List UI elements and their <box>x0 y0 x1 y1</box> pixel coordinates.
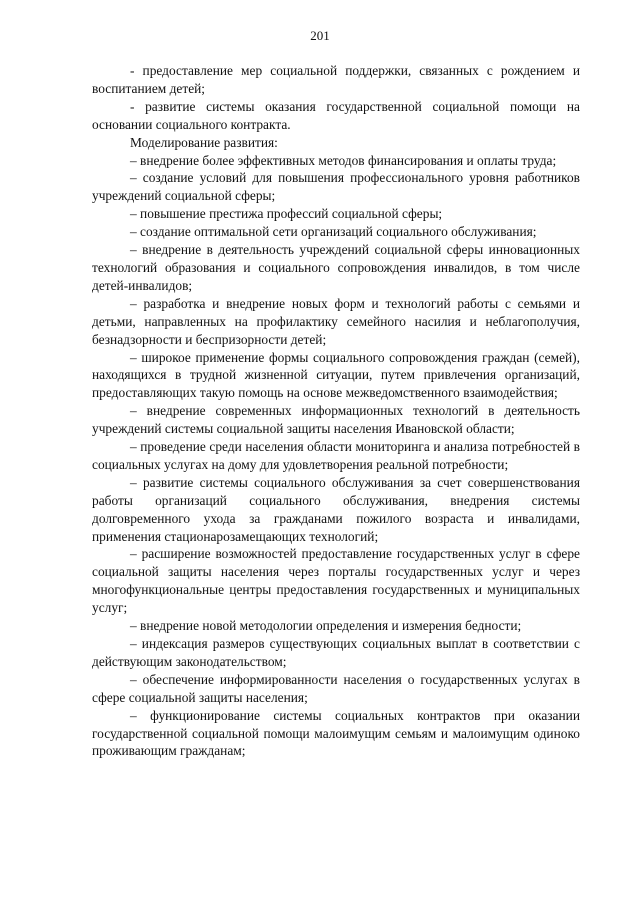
section-heading: Моделирование развития: <box>130 134 278 150</box>
list-item: – индексация размеров существующих социальных выплат в соответствии с действующим законодательством; <box>92 636 580 669</box>
list-item: – внедрение более эффективных методов финансирования и оплаты труда; <box>130 152 557 168</box>
page-number: 201 <box>310 28 330 43</box>
list-item: – повышение престижа профессий социальной сферы; <box>130 206 443 222</box>
list-item: – разработка и внедрение новых форм и технологий работы с семьями и детьми, направленных на профилактику семейного насилия и неблагополучия, безнадзорности и беспризорности детей; <box>92 295 580 347</box>
document-body <box>92 62 580 760</box>
list-item: – проведение среди населения области мониторинга и анализа потребностей в социальных услугах на дому для удовлетворения реальной потребности; <box>92 439 580 472</box>
list-item: – функционирование системы социальных контрактов при оказании государственной социальной помощи малоимущим семьям и малоимущим одиноко проживающим гражданам; <box>92 707 580 759</box>
list-item: – расширение возможностей предоставление государственных услуг в сфере социальной защиты населения через порталы государственных услуг и через многофункциональные центры предоставления государственных и муниципальных услуг; <box>92 546 580 616</box>
list-item: – внедрение новой методологии определения и измерения бедности; <box>130 618 522 634</box>
list-item: – внедрение в деятельность учреждений социальной сферы инновационных технологий образования и социального сопровождения инвалидов, в том числе детей-инвалидов; <box>92 242 580 293</box>
list-item: – обеспечение информированности населения о государственных услугах в сфере социальной защиты населения; <box>92 671 580 705</box>
list-item: – создание условий для повышения профессионального уровня работников учреждений социальной сферы; <box>92 170 580 204</box>
paragraph: - развитие системы оказания государственной социальной помощи на основании социального контракта. <box>92 98 580 132</box>
list-item: – внедрение современных информационных технологий в деятельность учреждений системы социальной защиты населения Ивановской области; <box>92 403 580 437</box>
list-item: – развитие системы социального обслуживания за счет совершенствования работы организаций социального обслуживания, внедрения системы долговременного ухода за гражданами пожилого возраста и инвалидами, применения стационарозамещающих технологий; <box>92 474 580 544</box>
paragraph: - предоставление мер социальной поддержки, связанных с рождением и воспитанием детей; <box>92 63 580 96</box>
list-item: – создание оптимальной сети организаций социального обслуживания; <box>130 224 537 240</box>
list-item: – широкое применение формы социального сопровождения граждан (семей), находящихся в трудной жизненной ситуации, путем привлечения организаций, предоставляющих такую помощь на основе межведомственного взаимодействия; <box>92 349 580 401</box>
